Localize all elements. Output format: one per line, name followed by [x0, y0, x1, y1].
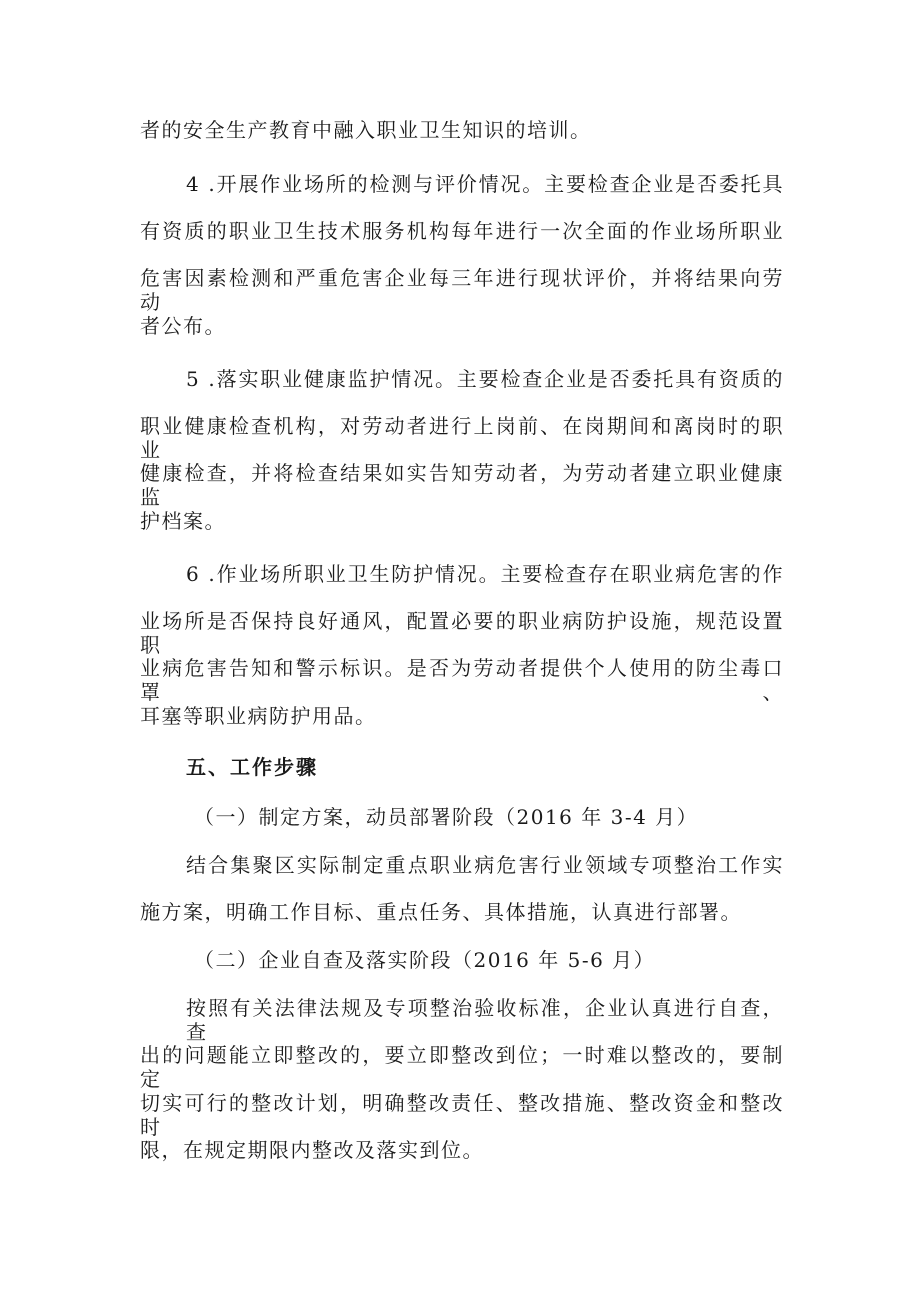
text-line: 4 .开展作业场所的检测与评价情况。主要检查企业是否委托具	[186, 172, 784, 196]
text-line: 结合集聚区实际制定重点职业病危害行业领域专项整治工作实	[186, 853, 784, 877]
text-line: 护档案。	[140, 509, 226, 533]
subsection-heading: （一）制定方案，动员部署阶段（2016 年 3-4 月）	[194, 805, 699, 829]
text-line: 限，在规定期限内整改及落实到位。	[140, 1138, 484, 1162]
text-line: 6 .作业场所职业卫生防护情况。主要检查存在职业病危害的作	[186, 562, 784, 586]
text-line: 施方案，明确工作目标、重点任务、具体措施，认真进行部署。	[140, 900, 742, 924]
text-line: 切实可行的整改计划，明确整改责任、整改措施、整改资金和整改时	[140, 1091, 784, 1139]
section-heading: 五、工作步骤	[186, 755, 318, 779]
text-line: 业病危害告知和警示标识。是否为劳动者提供个人使用的防尘毒口罩、	[140, 656, 784, 704]
text-line: 出的问题能立即整改的，要立即整改到位；一时难以整改的，要制定	[140, 1043, 784, 1091]
text-line: 5 .落实职业健康监护情况。主要检查企业是否委托具有资质的	[186, 367, 784, 391]
text-line: 耳塞等职业病防护用品。	[140, 704, 377, 728]
subsection-heading: （二）企业自查及落实阶段（2016 年 5-6 月）	[194, 948, 656, 972]
text-line: 危害因素检测和严重危害企业每三年进行现状评价，并将结果向劳动	[140, 266, 784, 314]
text-line: 有资质的职业卫生技术服务机构每年进行一次全面的作业场所职业	[140, 219, 784, 243]
text-line: 业场所是否保持良好通风，配置必要的职业病防护设施，规范设置职	[140, 609, 784, 657]
text-line: 健康检查，并将检查结果如实告知劳动者，为劳动者建立职业健康监	[140, 461, 784, 509]
text-line: 者公布。	[140, 314, 226, 338]
text-line: 者的安全生产教育中融入职业卫生知识的培训。	[140, 118, 592, 142]
text-line: 按照有关法律法规及专项整治验收标准，企业认真进行自查，查	[186, 996, 784, 1044]
text-line: 职业健康检查机构，对劳动者进行上岗前、在岗期间和离岗时的职业	[140, 414, 784, 462]
